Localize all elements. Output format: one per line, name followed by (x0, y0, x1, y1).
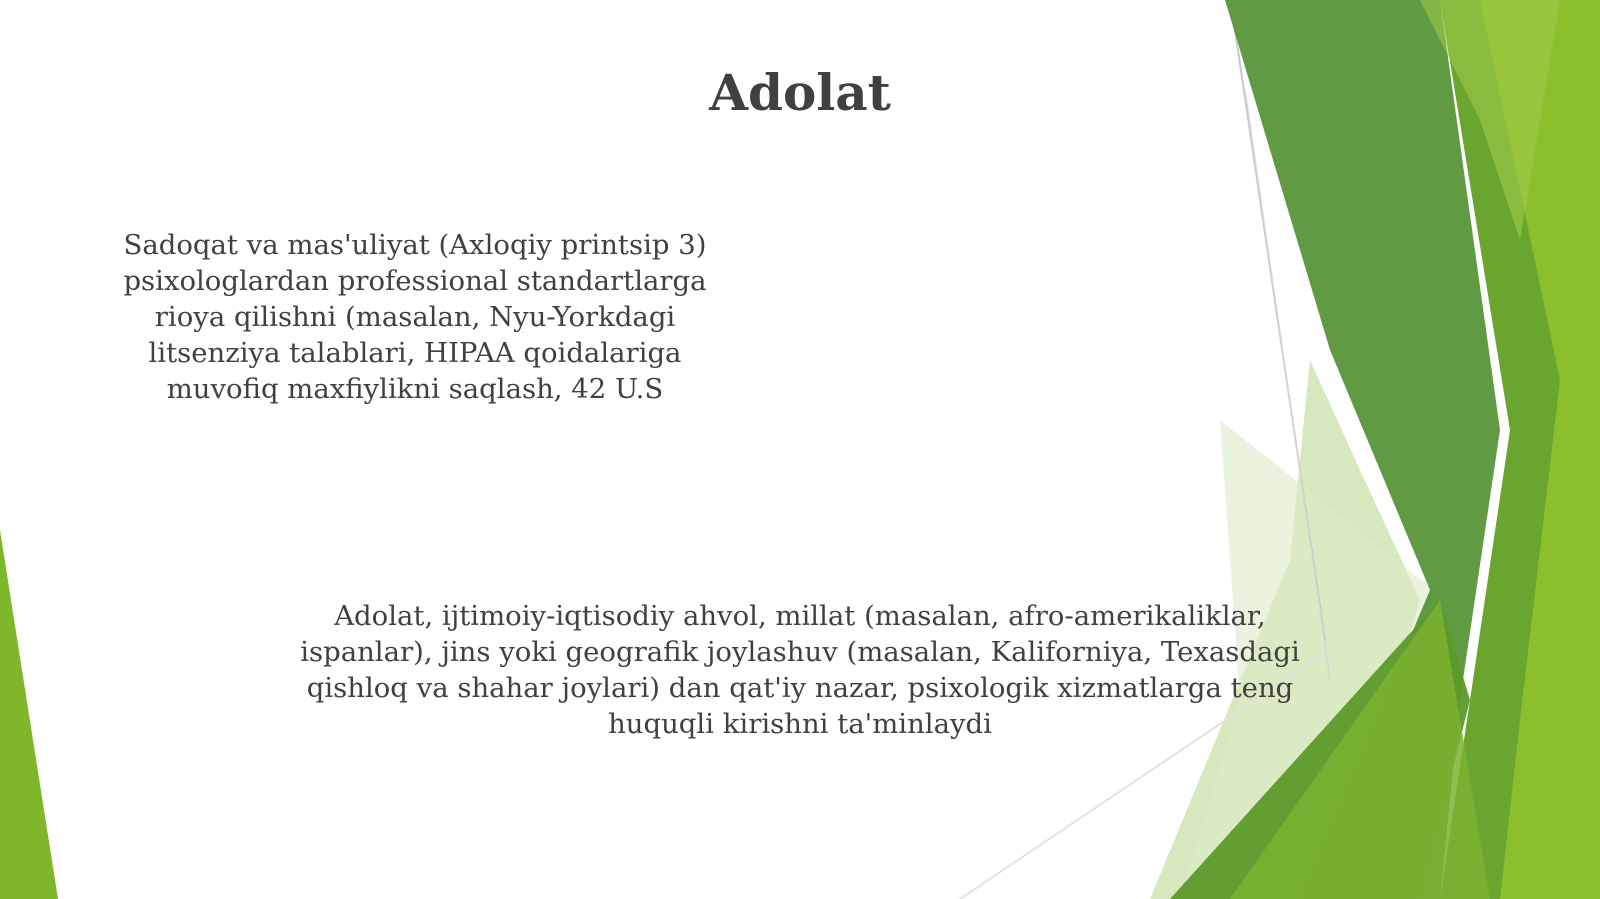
paragraph-integrity: Sadoqat va mas'uliyat (Axloqiy printsip 3) psixologlardan professional standartlarga rioya qilishni (masalan, Nyu-Yorkdagi litsenziya talablari, HIPAA qoidalariga muvofiq maxfiylikni saqlash, 42 U.S (123, 229, 707, 405)
paragraph-justice: Adolat, ijtimoiy-iqtisodiy ahvol, millat (masalan, afro-amerikaliklar, ispanlar), jins yoki geografik joylashuv (masalan, Kaliforniya, Texasdagi qishloq va shahar joylari) dan qat'iy nazar, psixologik xizmatlarga teng huquqli kirishni ta'minlaydi (300, 600, 1300, 740)
slide-title: Adolat (709, 63, 891, 122)
left-lime-shape (0, 530, 58, 899)
